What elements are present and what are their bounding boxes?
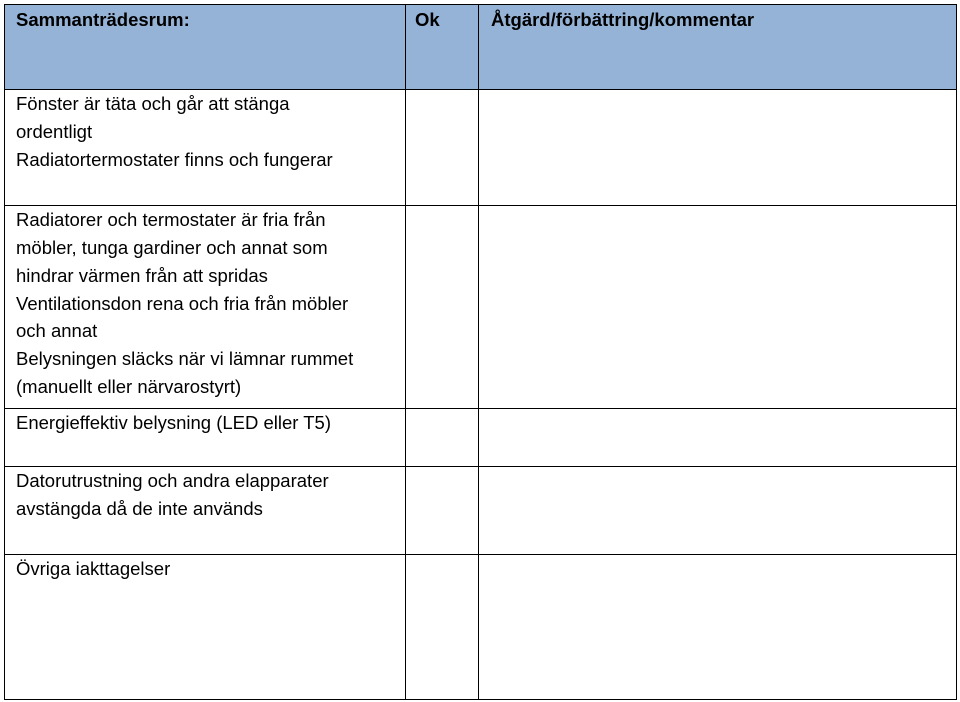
table-row xyxy=(5,206,957,409)
item-text-line: Energieffektiv belysning (LED eller T5) xyxy=(16,412,331,434)
item-text-line: Radiatortermostater finns och fungerar xyxy=(16,148,333,170)
table-row xyxy=(5,90,957,206)
comment-cell[interactable] xyxy=(479,554,957,699)
ok-cell[interactable] xyxy=(406,90,479,206)
checklist-item xyxy=(5,554,406,699)
header-comment: Åtgärd/förbättring/kommentar xyxy=(479,5,957,90)
comment-cell[interactable] xyxy=(479,206,957,409)
item-text-line: hindrar värmen från att spridas xyxy=(16,264,268,286)
ok-cell[interactable] xyxy=(406,409,479,467)
checklist-table xyxy=(4,4,957,700)
checklist-item xyxy=(5,409,406,467)
item-text-line: Övriga iakttagelser xyxy=(16,557,171,579)
table-row xyxy=(5,409,957,467)
ok-cell[interactable] xyxy=(406,467,479,554)
header-row xyxy=(5,5,957,90)
comment-cell[interactable] xyxy=(479,467,957,554)
checklist-item xyxy=(5,467,406,554)
checklist-item xyxy=(5,206,406,409)
ok-cell[interactable] xyxy=(406,206,479,409)
item-text-line: Fönster är täta och går att stänga xyxy=(16,93,290,114)
item-text-line: (manuellt eller närvarostyrt) xyxy=(16,376,242,398)
comment-cell[interactable] xyxy=(479,90,957,206)
table-row xyxy=(5,554,957,699)
table-row xyxy=(5,467,957,554)
item-text-line: Ventilationsdon rena och fria från möbler xyxy=(16,292,349,314)
item-text-line: ordentligt xyxy=(16,120,93,142)
item-text-line: Radiatorer och termostater är fria från xyxy=(16,209,326,231)
item-text-line: och annat xyxy=(16,320,98,342)
item-text-line: Belysningen släcks när vi lämnar rummet xyxy=(16,348,354,370)
item-text-line: möbler, tunga gardiner och annat som xyxy=(16,237,328,259)
header-room: Sammanträdesrum: xyxy=(5,5,406,90)
ok-cell[interactable] xyxy=(406,554,479,699)
item-text-line: avstängda då de inte används xyxy=(16,498,263,520)
header-ok: Ok xyxy=(406,5,479,90)
checklist-item xyxy=(5,90,406,206)
comment-cell[interactable] xyxy=(479,409,957,467)
item-text-line: Datorutrustning och andra elapparater xyxy=(16,470,329,492)
